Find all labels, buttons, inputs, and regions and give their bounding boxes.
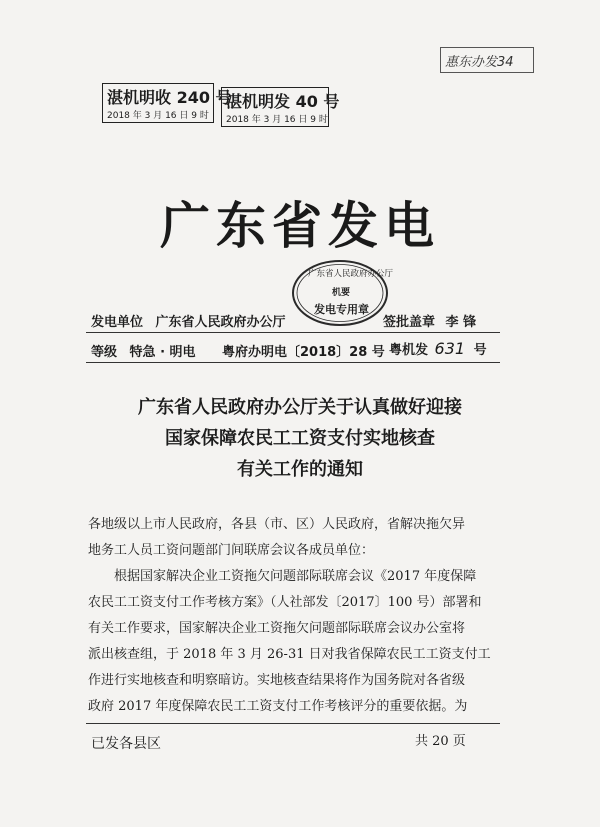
signer-label: 签批盖章 [383, 315, 436, 330]
body-line: 地务工人员工资问题部门间联席会议各成员单位： [88, 543, 375, 558]
dispatch-stamp-number: 湛机明发 40 号 [226, 92, 340, 111]
dispatch-stamp [221, 87, 340, 127]
classification-label: 等级 [91, 345, 118, 360]
body-line: 有关工作要求，国家解决企业工资拖欠问题部际联席会议办公室将 [88, 621, 466, 636]
header-rule-bottom [86, 362, 500, 363]
footer-rule [86, 723, 500, 724]
document-title: 广东省发电 [160, 197, 440, 255]
receipt-stamp-number: 湛机明收 240 号 [107, 88, 232, 107]
signer-name: 李 锋 [445, 315, 477, 330]
machine-number: 631 [434, 339, 466, 358]
body-line: 作进行实地核查和明察暗访。实地核查结果将作为国务院对各省级 [88, 673, 466, 688]
sender-label: 发电单位 [91, 315, 144, 330]
seal-bottom-text: 发电专用章 [314, 303, 369, 316]
reference-handwriting: 惠东办发34 [445, 55, 514, 70]
seal-top-text: 广东省人民政府办公厅 [308, 269, 394, 279]
body-line: 农民工工资支付工作考核方案》（人社部发〔2017〕100 号）部署和 [88, 595, 482, 610]
page-count: 共 20 页 [415, 734, 466, 749]
reference-box [440, 47, 534, 73]
seal-middle-text: 机要 [332, 288, 351, 298]
body-line: 根据国家解决企业工资拖欠问题部际联席会议《2017 年度保障 [88, 569, 477, 584]
notice-heading-line-2: 国家保障农民工工资支付实地核查 [165, 428, 435, 449]
notice-body [88, 512, 498, 720]
machine-number-row [389, 339, 487, 358]
official-seal [290, 258, 394, 328]
sender-row [91, 311, 286, 330]
machine-label: 粤机发 [389, 343, 429, 358]
notice-heading-line-1: 广东省人民政府办公厅关于认真做好迎接 [138, 397, 462, 418]
signer-block [383, 311, 476, 330]
document-number: 粤府办明电〔2018〕28 号 [222, 345, 385, 360]
body-line: 派出核查组，于 2018 年 3 月 26-31 日对我省保障农民工工资支付工 [88, 647, 491, 662]
dispatch-stamp-date: 2018 年 3 月 16 日 9 时 [226, 115, 328, 125]
classification-row [91, 341, 196, 360]
machine-suffix: 号 [473, 343, 487, 358]
header-rule-top [86, 332, 500, 333]
distribution-note: 已发各县区 [91, 736, 161, 752]
receipt-stamp-date: 2018 年 3 月 16 日 9 时 [107, 111, 209, 121]
body-line: 政府 2017 年度保障农民工工资支付工作考核评分的重要依据。为 [88, 699, 468, 714]
sender-value: 广东省人民政府办公厅 [155, 315, 286, 330]
classification-value: 特急 · 明电 [129, 345, 196, 360]
body-line: 各地级以上市人民政府，各县（市、区）人民政府，省解决拖欠异 [88, 517, 466, 532]
notice-heading-line-3: 有关工作的通知 [237, 459, 363, 480]
receipt-stamp [102, 83, 232, 123]
